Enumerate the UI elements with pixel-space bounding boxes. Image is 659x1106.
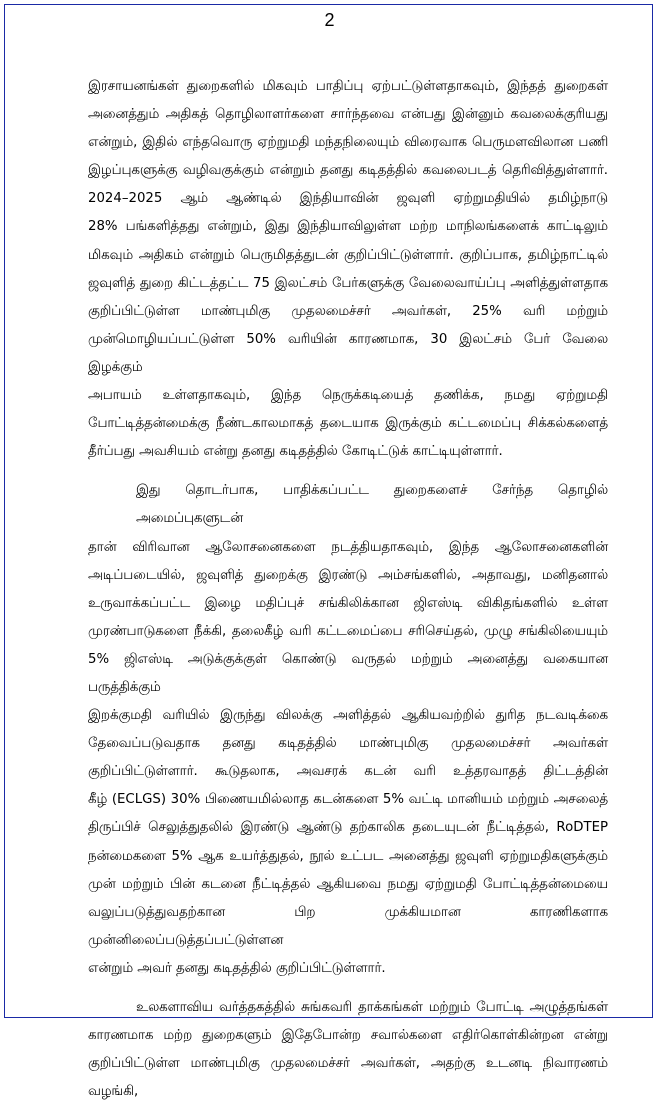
text-line: அபாயம் உள்ளதாகவும், இந்த நெருக்கடியைத் தணிக்க, நமது ஏற்றுமதி [88, 388, 608, 404]
text-line: 5% ஜிஎஸ்டி அடுக்குக்குள் கொண்டு வருதல் மற்றும் அனைத்து வகையான பருத்திக்கும் [88, 651, 608, 695]
text-line: இரசாயனங்கள் துறைகளில் மிகவும் பாதிப்பு ஏற்பட்டுள்ளதாகவும், இந்தத் துறைகள் [88, 79, 608, 94]
text-line: குறிப்பிட்டுள்ளார். கூடுதலாக, அவசரக் கடன் வரி உத்தரவாதத் திட்டத்தின் [88, 764, 608, 780]
text-line: அடிப்படையில், ஜவுளித் துறைக்கு இரண்டு அம்சங்களில், அதாவது, மனிதனால் [88, 567, 608, 583]
document-body [88, 73, 608, 1106]
paragraph-gap [88, 983, 608, 994]
text-line: வலுப்படுத்துவதற்கான பிற முக்கியமான காரணிகளாக முன்னிலைப்படுத்தப்பட்டுள்ளன [88, 904, 608, 948]
text-line: இறக்குமதி வரியில் இருந்து விலக்கு அளித்தல் ஆகியவற்றில் துரித நடவடிக்கை [88, 708, 608, 724]
text-line: காரணமாக மற்ற துறைகளும் இதேபோன்ற சவால்களை எதிர்கொள்கின்றன என்று [88, 1028, 608, 1044]
text-line: தேவைப்படுவதாக தனது கடிதத்தில் மாண்புமிகு முதலமைச்சர் அவர்கள் [88, 736, 608, 752]
text-line: இது தொடர்பாக, பாதிக்கப்பட்ட துறைகளைச் சேர்ந்த தொழில் அமைப்புகளுடன் [136, 483, 608, 527]
text-line: முரண்பாடுகளை நீக்கி, தலைகீழ் வரி கட்டமைப்பை சரிசெய்தல், முழு சங்கிலியையும் [88, 623, 608, 639]
text-line: முன் மற்றும் பின் கடனை நீட்டித்தல் ஆகியவை நமது ஏற்றுமதி போட்டித்தன்மையை [88, 876, 608, 892]
text-line: மிகவும் அதிகம் என்றும் பெருமிதத்துடன் குறிப்பிட்டுள்ளார். குறிப்பாக, தமிழ்நாட்டில் [88, 247, 608, 263]
paragraph-gap [88, 466, 608, 477]
text-line: குறிப்பிட்டுள்ள மாண்புமிகு முதலமைச்சர் அவர்கள், அதற்கு உடனடி நிவாரணம் வழங்கி, [88, 1056, 608, 1100]
text-line: தீர்ப்பது அவசியம் என்று தனது கடிதத்தில் கோடிட்டுக் காட்டியுள்ளார். [88, 444, 503, 460]
paragraph-2 [88, 477, 608, 983]
text-line: நன்மைகளை 5% ஆக உயர்த்துதல், நூல் உட்பட அனைத்து ஜவுளி ஏற்றுமதிகளுக்கும் [88, 848, 608, 864]
text-line: என்றும், இதில் எந்தவொரு ஏற்றுமதி மந்தநிலையும் விரைவாக பெருமளவிலான பணி [88, 135, 608, 151]
text-line: முன்மொழியப்பட்டுள்ள 50% வரியின் காரணமாக, 30 இலட்சம் பேர் வேலை இழக்கும் [88, 331, 608, 375]
text-line: அனைத்தும் அதிகத் தொழிலாளர்களை சார்ந்தவை என்பது இன்னும் கவலைக்குரியது [88, 107, 608, 123]
text-line: திருப்பிச் செலுத்துதலில் இரண்டு ஆண்டு தற்காலிக தடையுடன் நீட்டித்தல், RoDTEP [88, 820, 608, 836]
text-line: போட்டித்தன்மைக்கு நீண்டகாலமாகத் தடையாக இருக்கும் கட்டமைப்பு சிக்கல்களைத் [88, 416, 608, 432]
text-line: உருவாக்கப்பட்ட இழை மதிப்புச் சங்கிலிக்கான ஜிஎஸ்டி விகிதங்களில் உள்ள [88, 595, 608, 611]
text-line: ஜவுளித் துறை கிட்டத்தட்ட 75 இலட்சம் பேர்களுக்கு வேலைவாய்ப்பு அளித்துள்ளதாக [88, 275, 608, 291]
text-line: குறிப்பிட்டுள்ள மாண்புமிகு முதலமைச்சர் அவர்கள், 25% வரி மற்றும் [88, 303, 608, 319]
text-line: 28% பங்களித்தது என்றும், இது இந்தியாவிலுள்ள மற்ற மாநிலங்களைக் காட்டிலும் [88, 219, 608, 235]
text-line: தான் விரிவான ஆலோசனைகளை நடத்தியதாகவும், இந்த ஆலோசனைகளின் [88, 539, 608, 555]
page-number: 2 [324, 10, 335, 30]
paragraph-3 [88, 994, 608, 1106]
text-line: உலகளாவிய வர்த்தகத்தில் சுங்கவரி தாக்கங்கள் மற்றும் போட்டி அழுத்தங்கள் [136, 1000, 608, 1015]
paragraph-1 [88, 73, 608, 466]
text-line: என்றும் அவர் தனது கடிதத்தில் குறிப்பிட்டுள்ளார். [88, 960, 386, 976]
text-line: கீழ் (ECLGS) 30% பிணையமில்லாத கடன்களை 5% வட்டி மானியம் மற்றும் அசலைத் [88, 792, 608, 808]
text-line: இழப்புகளுக்கு வழிவகுக்கும் என்றும் தனது கடிதத்தில் கவலைபடத் தெரிவித்துள்ளார். [88, 163, 608, 179]
text-line: 2024–2025 ஆம் ஆண்டில் இந்தியாவின் ஜவுளி ஏற்றுமதியில் தமிழ்நாடு [88, 191, 608, 207]
